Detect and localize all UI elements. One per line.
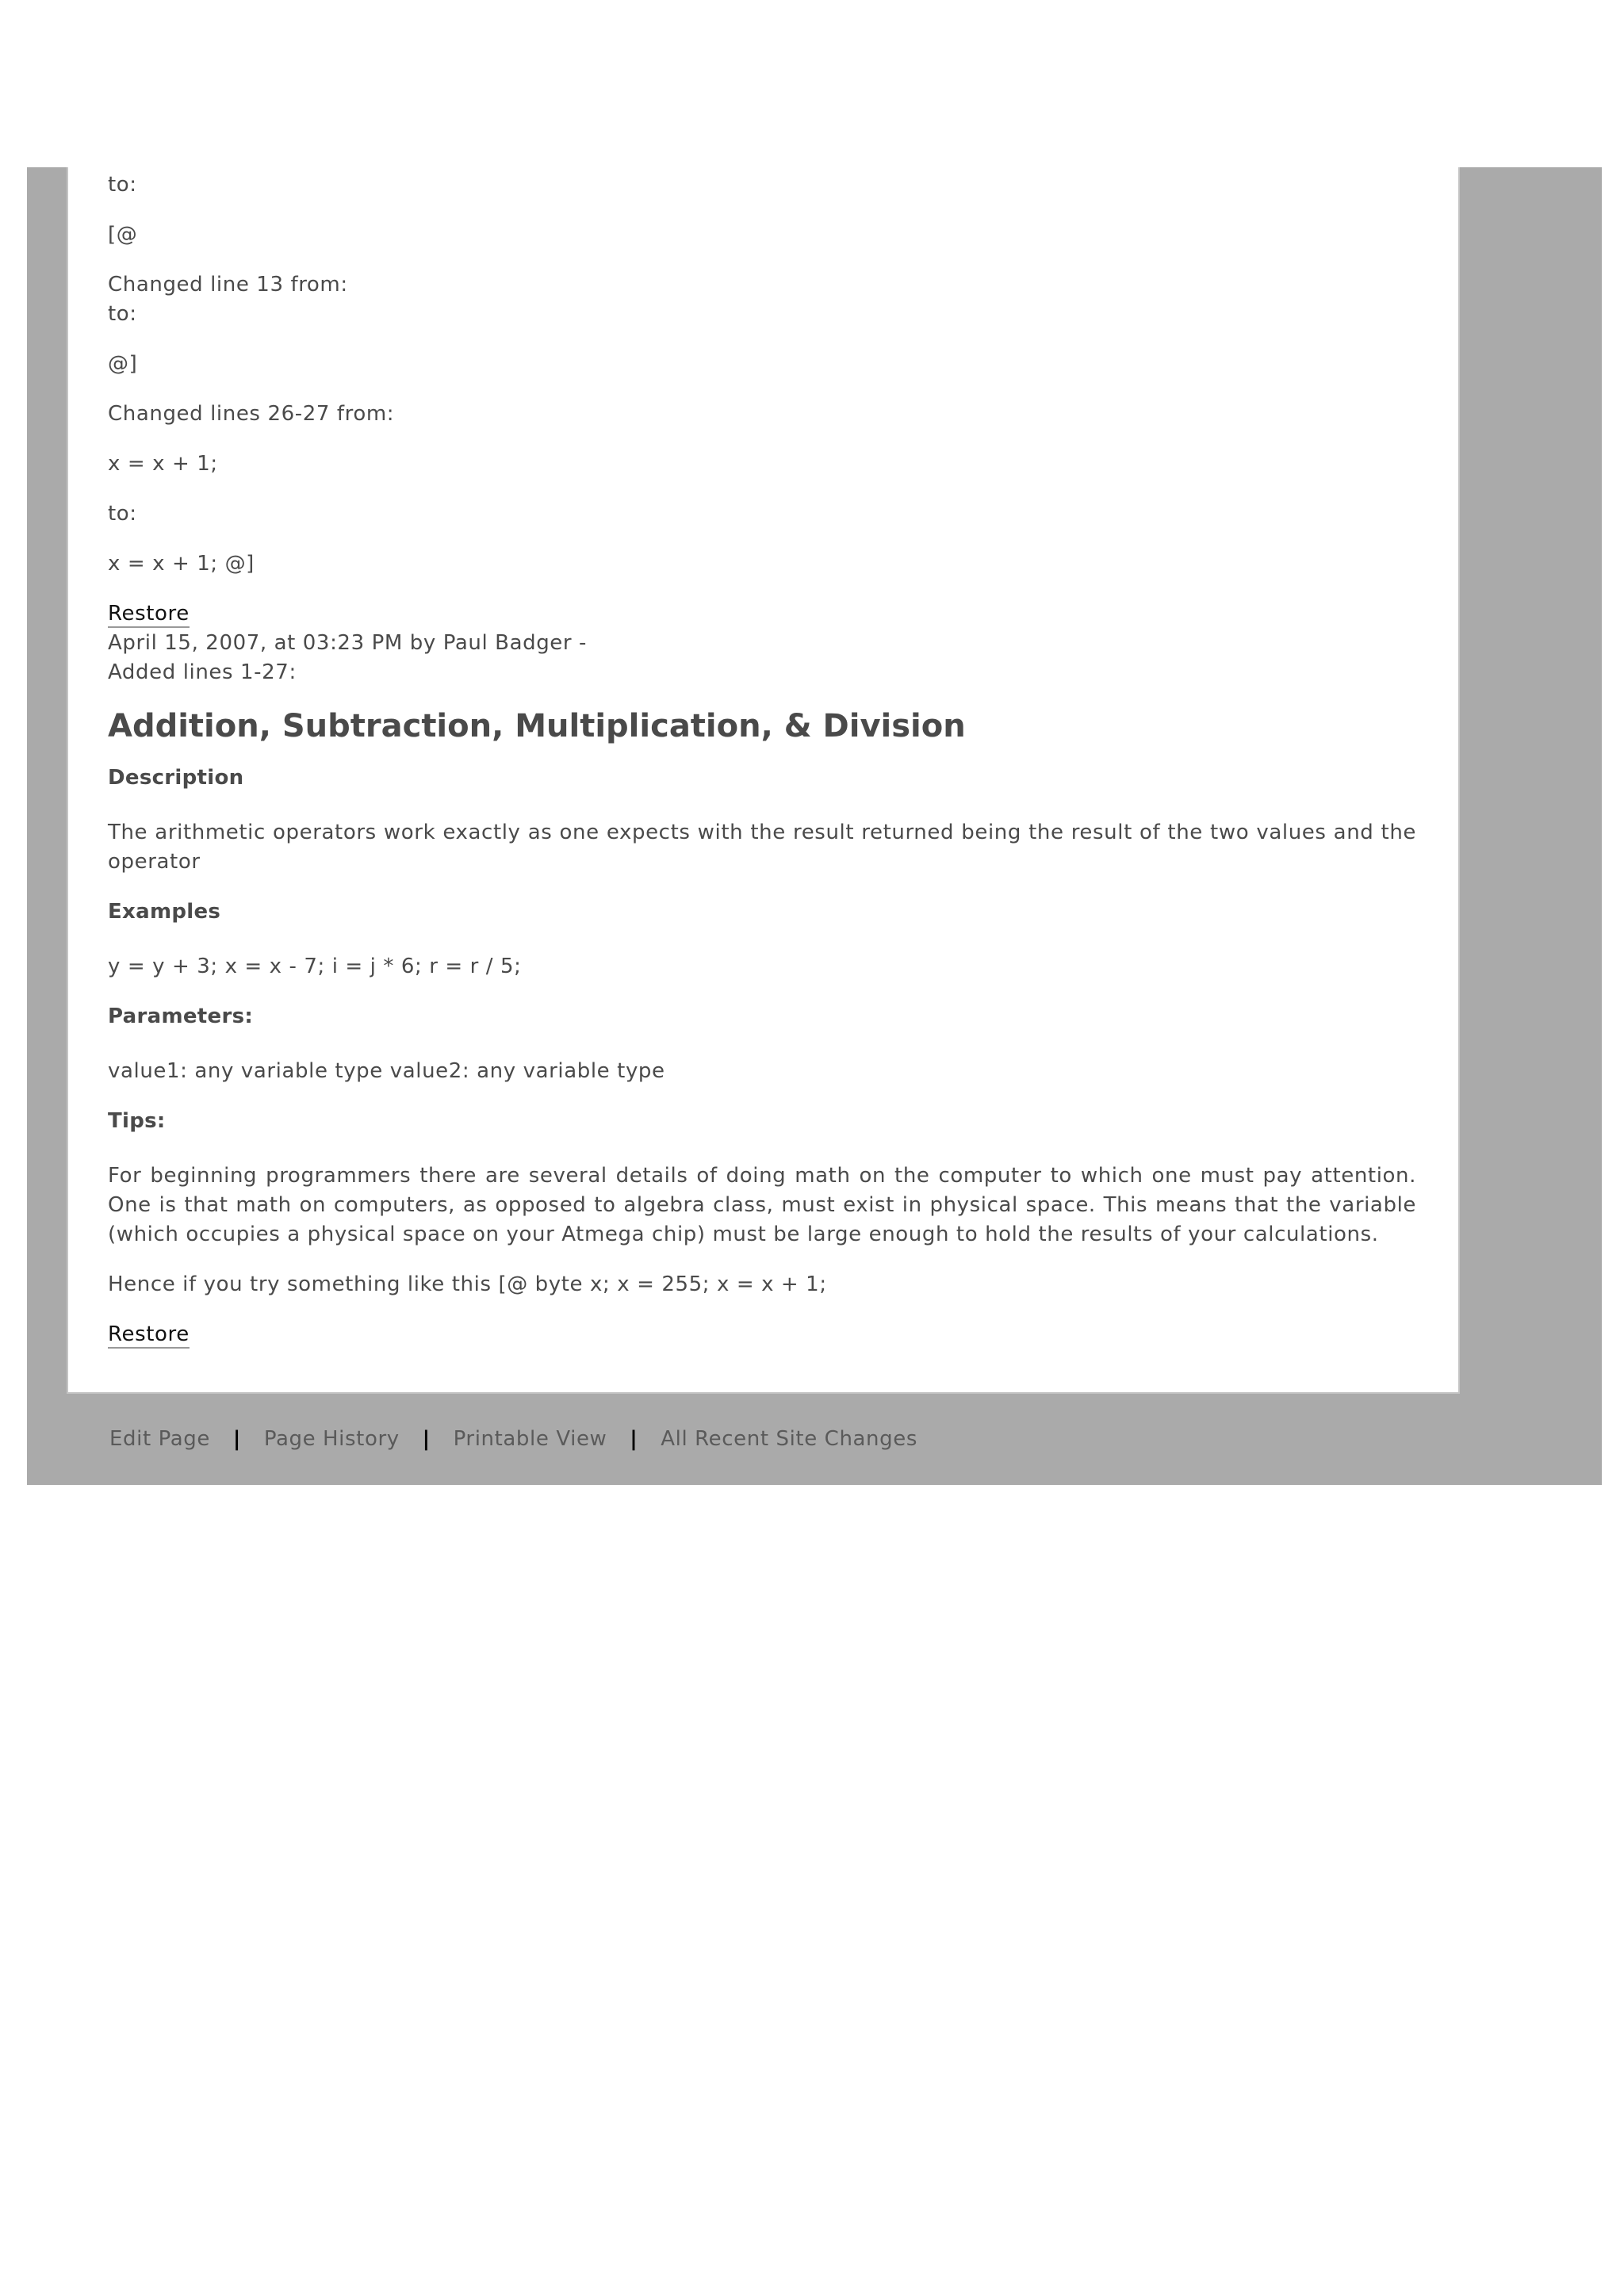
revision-entry xyxy=(108,599,1416,687)
page-history-link[interactable]: Page History xyxy=(263,1427,400,1451)
footer-nav xyxy=(109,1427,917,1451)
parameters-text: value1: any variable type value2: any variable type xyxy=(108,1059,665,1083)
restore-link[interactable]: Restore xyxy=(108,1322,190,1349)
footer-separator: | xyxy=(232,1427,241,1451)
examples-heading: Examples xyxy=(108,900,221,924)
parameters-heading: Parameters: xyxy=(108,1004,254,1028)
footer-separator: | xyxy=(422,1427,431,1451)
diff-change-note xyxy=(108,270,1416,329)
description-text: The arithmetic operators work exactly as one expects with the result returned being the result of the two values and the operator xyxy=(108,821,1416,874)
tips-text: For beginning programmers there are several details of doing math on the computer to which one must pay attention. One is that math on computers, as opposed to algebra class, must exist in physical space. This means that the variable (which occupies a physical space on your Atmega chip) must be large enough to hold the results of your calculations. xyxy=(108,1164,1416,1246)
tips-heading: Tips: xyxy=(108,1109,166,1133)
diff-line: to: xyxy=(108,173,137,197)
hence-text: Hence if you try something like this [@ byte x; x = 255; x = x + 1; xyxy=(108,1272,827,1296)
diff-line: Changed line 13 from: xyxy=(108,273,348,297)
content-panel xyxy=(67,167,1460,1394)
printable-view-link[interactable]: Printable View xyxy=(453,1427,607,1451)
footer-separator: | xyxy=(630,1427,638,1451)
article-title: Addition, Subtraction, Multiplication, & Division xyxy=(108,708,966,744)
diff-line: to: xyxy=(108,302,137,326)
restore-link[interactable]: Restore xyxy=(108,601,190,628)
diff-line: to: xyxy=(108,502,137,526)
page-history-content xyxy=(108,170,1416,1349)
recent-changes-link[interactable]: All Recent Site Changes xyxy=(661,1427,917,1451)
diff-line: x = x + 1; @] xyxy=(108,552,255,576)
diff-line: Changed lines 26-27 from: xyxy=(108,402,395,426)
diff-block-earlier xyxy=(108,170,1416,579)
revision-summary: Added lines 1-27: xyxy=(108,660,297,684)
diff-line: [@ xyxy=(108,223,138,247)
page-wrapper xyxy=(27,167,1602,1485)
description-heading: Description xyxy=(108,766,244,790)
edit-page-link[interactable]: Edit Page xyxy=(109,1427,210,1451)
diff-line: x = x + 1; xyxy=(108,452,218,476)
diff-line: @] xyxy=(108,352,138,376)
examples-text: y = y + 3; x = x - 7; i = j * 6; r = r / 5; xyxy=(108,955,522,978)
revision-meta: April 15, 2007, at 03:23 PM by Paul Badger - xyxy=(108,631,588,655)
